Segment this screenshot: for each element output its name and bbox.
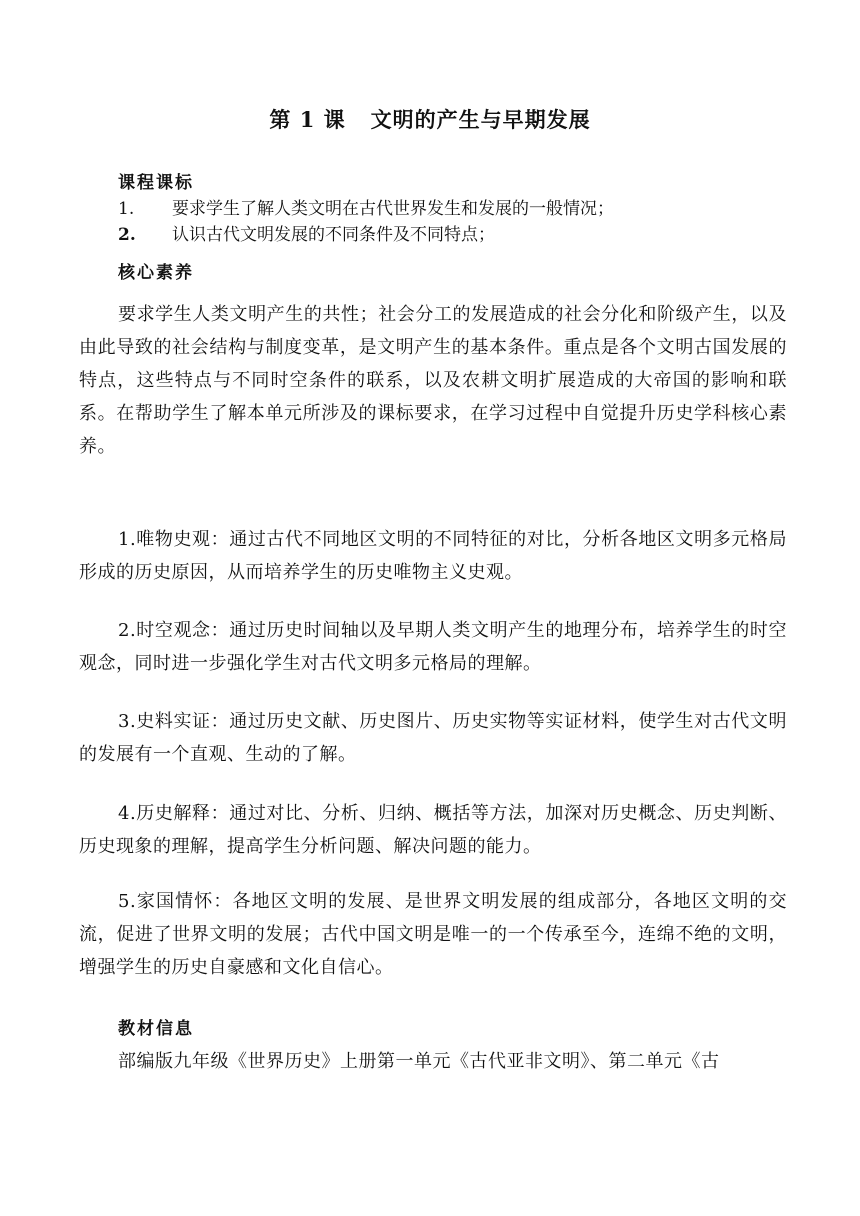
textbook-heading: 教材信息 [118,1019,194,1039]
literacy-point-4: 4.历史解释：通过对比、分析、归纳、概括等方法，加深对历史概念、历史判断、历史现象的理解，提高学生分析问题、解决问题的能力。 [79,803,787,857]
textbook-paragraph: 部编版九年级《世界历史》上册第一单元《古代亚非文明》、第二单元《古 [118,1051,720,1072]
page-title: 第 1 课 文明的产生与早期发展 [269,107,591,132]
standards-heading: 课程课标 [118,173,194,193]
literacy-intro-paragraph: 要求学生人类文明产生的共性；社会分工的发展造成的社会分化和阶级产生，以及由此导致的社会结构与制度变革，是文明产生的基本条件。重点是各个文明古国发展的特点，这些特点与不同时空条件的联系，以及农耕文明扩展造成的大帝国的影响和联系。在帮助学生了解本单元所涉及的课标要求，在学习过程中自觉提升历史学科核心素养。 [79,304,787,457]
list-text: 认识古代文明发展的不同条件及不同特点； [172,225,495,245]
list-number: 1. [118,199,135,219]
standards-item-1 [118,198,614,220]
standards-item-2 [118,224,495,246]
list-number: 2. [118,225,136,245]
literacy-point-3: 3.史料实证：通过历史文献、历史图片、历史实物等实证材料，使学生对古代文明的发展有一个直观、生动的了解。 [79,711,787,765]
literacy-point-1: 1.唯物史观：通过古代不同地区文明的不同特征的对比，分析各地区文明多元格局形成的历史原因，从而培养学生的历史唯物主义史观。 [79,529,787,583]
literacy-point-5: 5.家国情怀：各地区文明的发展、是世界文明发展的组成部分，各地区文明的交流，促进了世界文明的发展；古代中国文明是唯一的一个传承至今，连绵不绝的文明，增强学生的历史自豪感和文化自信心。 [79,891,787,978]
literacy-point-2: 2.时空观念：通过历史时间轴以及早期人类文明产生的地理分布，培养学生的时空观念，同时进一步强化学生对古代文明多元格局的理解。 [79,620,787,674]
literacy-heading: 核心素养 [118,263,194,283]
list-text: 要求学生了解人类文明在古代世界发生和发展的一般情况； [172,199,614,219]
